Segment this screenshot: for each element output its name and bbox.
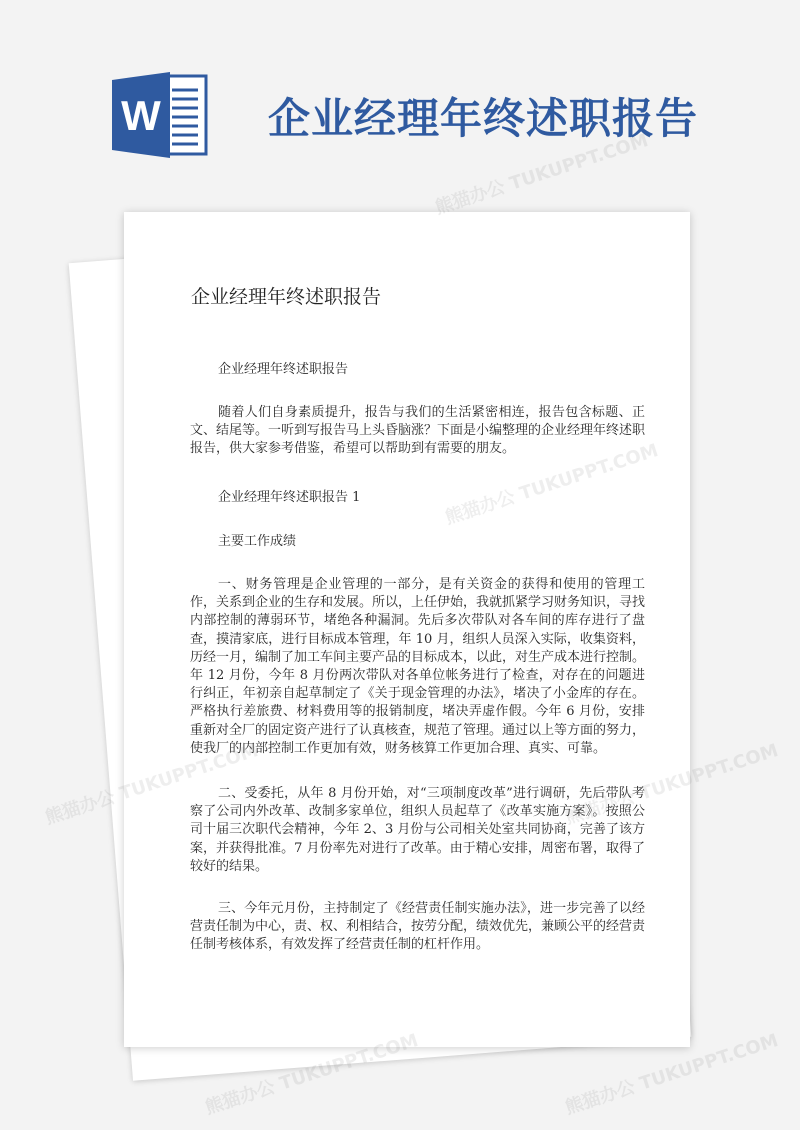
body-paragraph-2: 二、受委托，从年 8 月份开始，对“三项制度改革”进行调研，先后带队考察了公司内外改革、改制多家单位，组织人员起草了《改革实施方案》。按照公司十届三次职代会精神，今年 2、3 月份与公司相关处室共同协商，完善了该方案，并获得批准。7 月份率先对进行了改革。由于精心安排，周密布署，取得了较好的结果。 <box>190 786 645 874</box>
word-icon <box>112 72 208 158</box>
watermark: 熊猫办公 <box>42 786 118 829</box>
watermark: 熊猫办公 TUKUPPT.COM <box>202 1030 421 1119</box>
document-title: 企业经理年终述职报告 <box>191 286 382 308</box>
section-heading: 主要工作成绩 <box>218 534 297 549</box>
watermark: 熊猫办公 TUKUPPT.COM <box>432 130 651 219</box>
body-paragraph-1: 一、财务管理是企业管理的一部分，是有关资金的获得和使用的管理工作，关系到企业的生存和发展。所以，上任伊始，我就抓紧学习财务知识，寻找内部控制的薄弱环节，堵绝各种漏洞。先后多次带队对各车间的库存进行了盘查，摸清家底，进行目标成本管理，年 10 月，组织人员深入实际，收集资料，历经一月，编制了加工车间主要产品的目标成本，以此，对生产成本进行控制。年 12 月份，今年 8 月份两次带队对各单位帐务进行了检查，对存在的问题进行纠正，年初亲自起草制定了《关于现金管理的办法》，堵决了小金库的存在。严格执行差旅费、材料费用等的报销制度，堵决弄虚作假。今年 6 月份，安排重新对全厂的固定资产进行了认真核查，规范了管理。通过以上等方面的努力，使我厂的内部控制工作更加有效，财务核算工作更加合理、真实、可靠。 <box>190 577 646 756</box>
header <box>0 0 800 200</box>
watermark: TUKUPPT.COM <box>637 740 781 805</box>
document-subtitle: 企业经理年终述职报告 <box>218 362 349 377</box>
watermark: 熊猫办公 TUKUPPT.COM <box>562 1030 781 1119</box>
body-paragraph-3: 三、今年元月份，主持制定了《经营责任制实施办法》，进一步完善了以经营责任制为中心，责、权、利相结合，按劳分配，绩效优先，兼顾公平的经营责任制考核体系，有效发挥了经营责任制的杠杆作用。 <box>190 901 646 953</box>
document-page <box>124 212 690 1047</box>
header-title: 企业经理年终述职报告 <box>268 94 699 143</box>
intro-paragraph: 随着人们自身素质提升，报告与我们的生活紧密相连，报告包含标题、正文、结尾等。一听到写报告马上头昏脑涨？下面是小编整理的企业经理年终述职报告，供大家参考借鉴，希望可以帮助到有需要的朋友。 <box>190 405 646 457</box>
section-title: 企业经理年终述职报告 1 <box>218 490 361 505</box>
word-logo-letter: W <box>121 92 161 139</box>
